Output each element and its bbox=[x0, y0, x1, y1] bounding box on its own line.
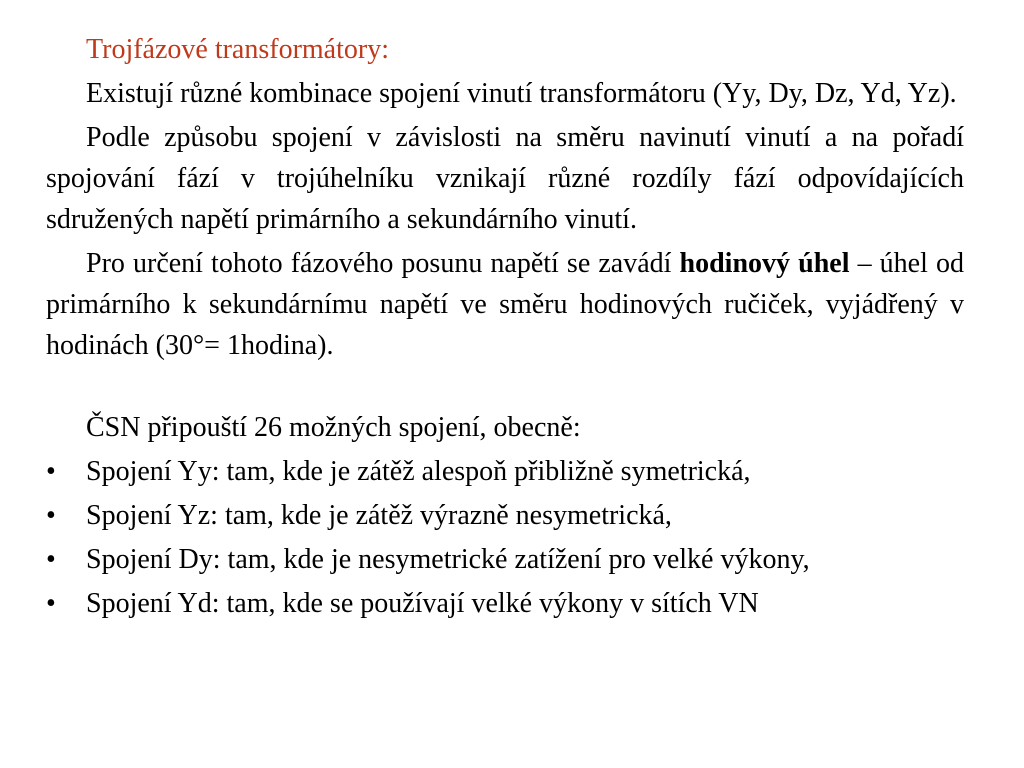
paragraph-phase-differences: Podle způsobu spojení v závislosti na směru navinutí vinutí a na pořadí spojování fází v trojúhelníku vznikají různé rozdíly fází odpovídajících sdružených napětí primárního a sekundárního vinutí. bbox=[46, 122, 964, 235]
list-item-text: Spojení Yz: tam, kde je zátěž výrazně nesymetrická, bbox=[86, 500, 672, 531]
paragraph-combinations: Existují různé kombinace spojení vinutí transformátoru (Yy, Dy, Dz, Yd, Yz). bbox=[86, 78, 957, 109]
list-item-text: Spojení Dy: tam, kde je nesymetrické zatížení pro velké výkony, bbox=[86, 544, 810, 575]
spacer bbox=[46, 366, 964, 407]
list-item-text: Spojení Yd: tam, kde se používají velké výkony v sítích VN bbox=[86, 588, 759, 619]
bullet-icon: • bbox=[46, 588, 56, 619]
connection-list bbox=[46, 451, 964, 624]
clock-angle-text-before: Pro určení tohoto fázového posunu napětí se zavádí bbox=[86, 248, 680, 279]
paragraph-clock-angle bbox=[46, 243, 964, 366]
clock-angle-text-after: – úhel od primárního k sekundárnímu napětí ve směru hodinových ručiček, vyjádřený v hodinách (30°= 1hodina). bbox=[46, 248, 964, 361]
list-item-text: Spojení Yy: tam, kde je zátěž alespoň přibližně symetrická, bbox=[86, 456, 751, 487]
list-lead: ČSN připouští 26 možných spojení, obecně: bbox=[86, 412, 581, 443]
slide-content bbox=[46, 29, 964, 624]
list-item bbox=[46, 451, 964, 492]
clock-angle-term: hodinový úhel bbox=[679, 248, 850, 279]
list-item bbox=[46, 539, 964, 580]
slide-title: Trojfázové transformátory: bbox=[86, 34, 389, 65]
bullet-icon: • bbox=[46, 544, 56, 575]
bullet-icon: • bbox=[46, 456, 56, 487]
list-item bbox=[46, 495, 964, 536]
bullet-icon: • bbox=[46, 500, 56, 531]
list-item bbox=[46, 583, 964, 624]
